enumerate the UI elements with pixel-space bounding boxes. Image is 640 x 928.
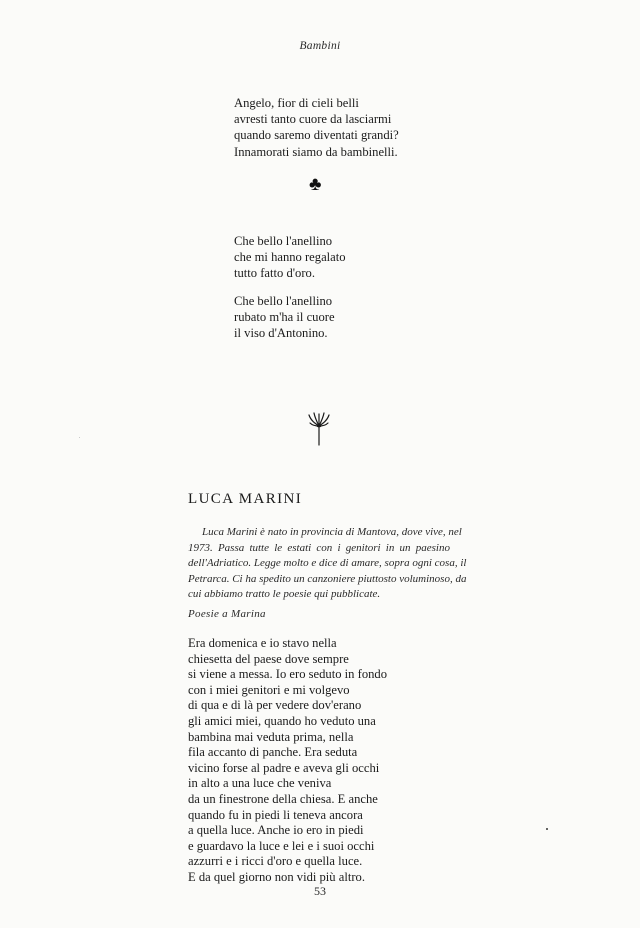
verse-line: Che bello l'anellino [234, 234, 333, 248]
poem-line: si viene a messa. Io ero seduto in fondo [188, 667, 388, 682]
poem-line: con i miei genitori e mi volgevo [188, 682, 350, 697]
paper-speck [79, 437, 80, 438]
paper-speck [546, 828, 548, 830]
author-heading: LUCA MARINI [188, 491, 303, 507]
club-icon: ♣ [309, 174, 322, 195]
poem-line: fila accanto di panche. Era seduta [188, 745, 358, 760]
poem-line: di qua e di là per vedere dov'erano [188, 698, 362, 713]
poem-line: chiesetta del paese dove sempre [188, 651, 349, 666]
running-head: Bambini [299, 40, 341, 52]
poem-line: bambina mai veduta prima, nella [188, 729, 354, 744]
poem-line: Era domenica e io stavo nella [188, 636, 337, 650]
flower-icon [307, 412, 331, 446]
verse-line: avresti tanto cuore da lasciarmi [234, 112, 392, 127]
verse-line: rubato m'ha il cuore [234, 310, 335, 325]
verse-line: Angelo, fior di cieli belli [234, 96, 359, 110]
page-number: 53 [314, 884, 326, 898]
poem-body [188, 636, 387, 886]
verse-line: Che bello l'anellino [234, 294, 333, 308]
poem-line: vicino forse al padre e aveva gli occhi [188, 760, 380, 775]
bio-line: cui abbiamo tratto le poesie qui pubblicate. [188, 588, 381, 601]
poem-line: gli amici miei, quando ho veduto una [188, 713, 376, 728]
verse-line: il viso d'Antonino. [234, 326, 328, 341]
bio-line: dell'Adriatico. Legge molto e dice di amare, sopra ogni cosa, il [188, 557, 467, 570]
poem-line: e guardavo la luce e lei e i suoi occhi [188, 838, 375, 853]
verse-line: tutto fatto d'oro. [234, 266, 315, 281]
verse-line: che mi hanno regalato [234, 250, 346, 265]
verse-line: Innamorati siamo da bambinelli. [234, 144, 398, 159]
poem-line: a quella luce. Anche io ero in piedi [188, 823, 364, 838]
stanza [234, 95, 399, 160]
poem-title: Poesie a Marina [188, 608, 266, 620]
poem-line: quando fu in piedi li teneva ancora [188, 807, 363, 822]
bio-line: Petrarca. Ci ha spedito un canzoniere piuttosto voluminoso, da [188, 572, 467, 585]
poem-line: da un finestrone della chiesa. E anche [188, 791, 378, 806]
poem-line: azzurri e i ricci d'oro e quella luce. [188, 854, 363, 869]
verse-line: quando saremo diventati grandi? [234, 128, 399, 143]
stanza [234, 233, 346, 282]
poem-line: in alto a una luce che veniva [188, 776, 332, 791]
poem-line: E da quel giorno non vidi più altro. [188, 869, 365, 884]
bio-line: 1973. Passa tutte le estati con i genitori in un paesino [188, 541, 450, 554]
stanza [234, 293, 335, 342]
author-bio [188, 525, 467, 603]
bio-line: Luca Marini è nato in provincia di Mantova, dove vive, nel [202, 526, 462, 538]
